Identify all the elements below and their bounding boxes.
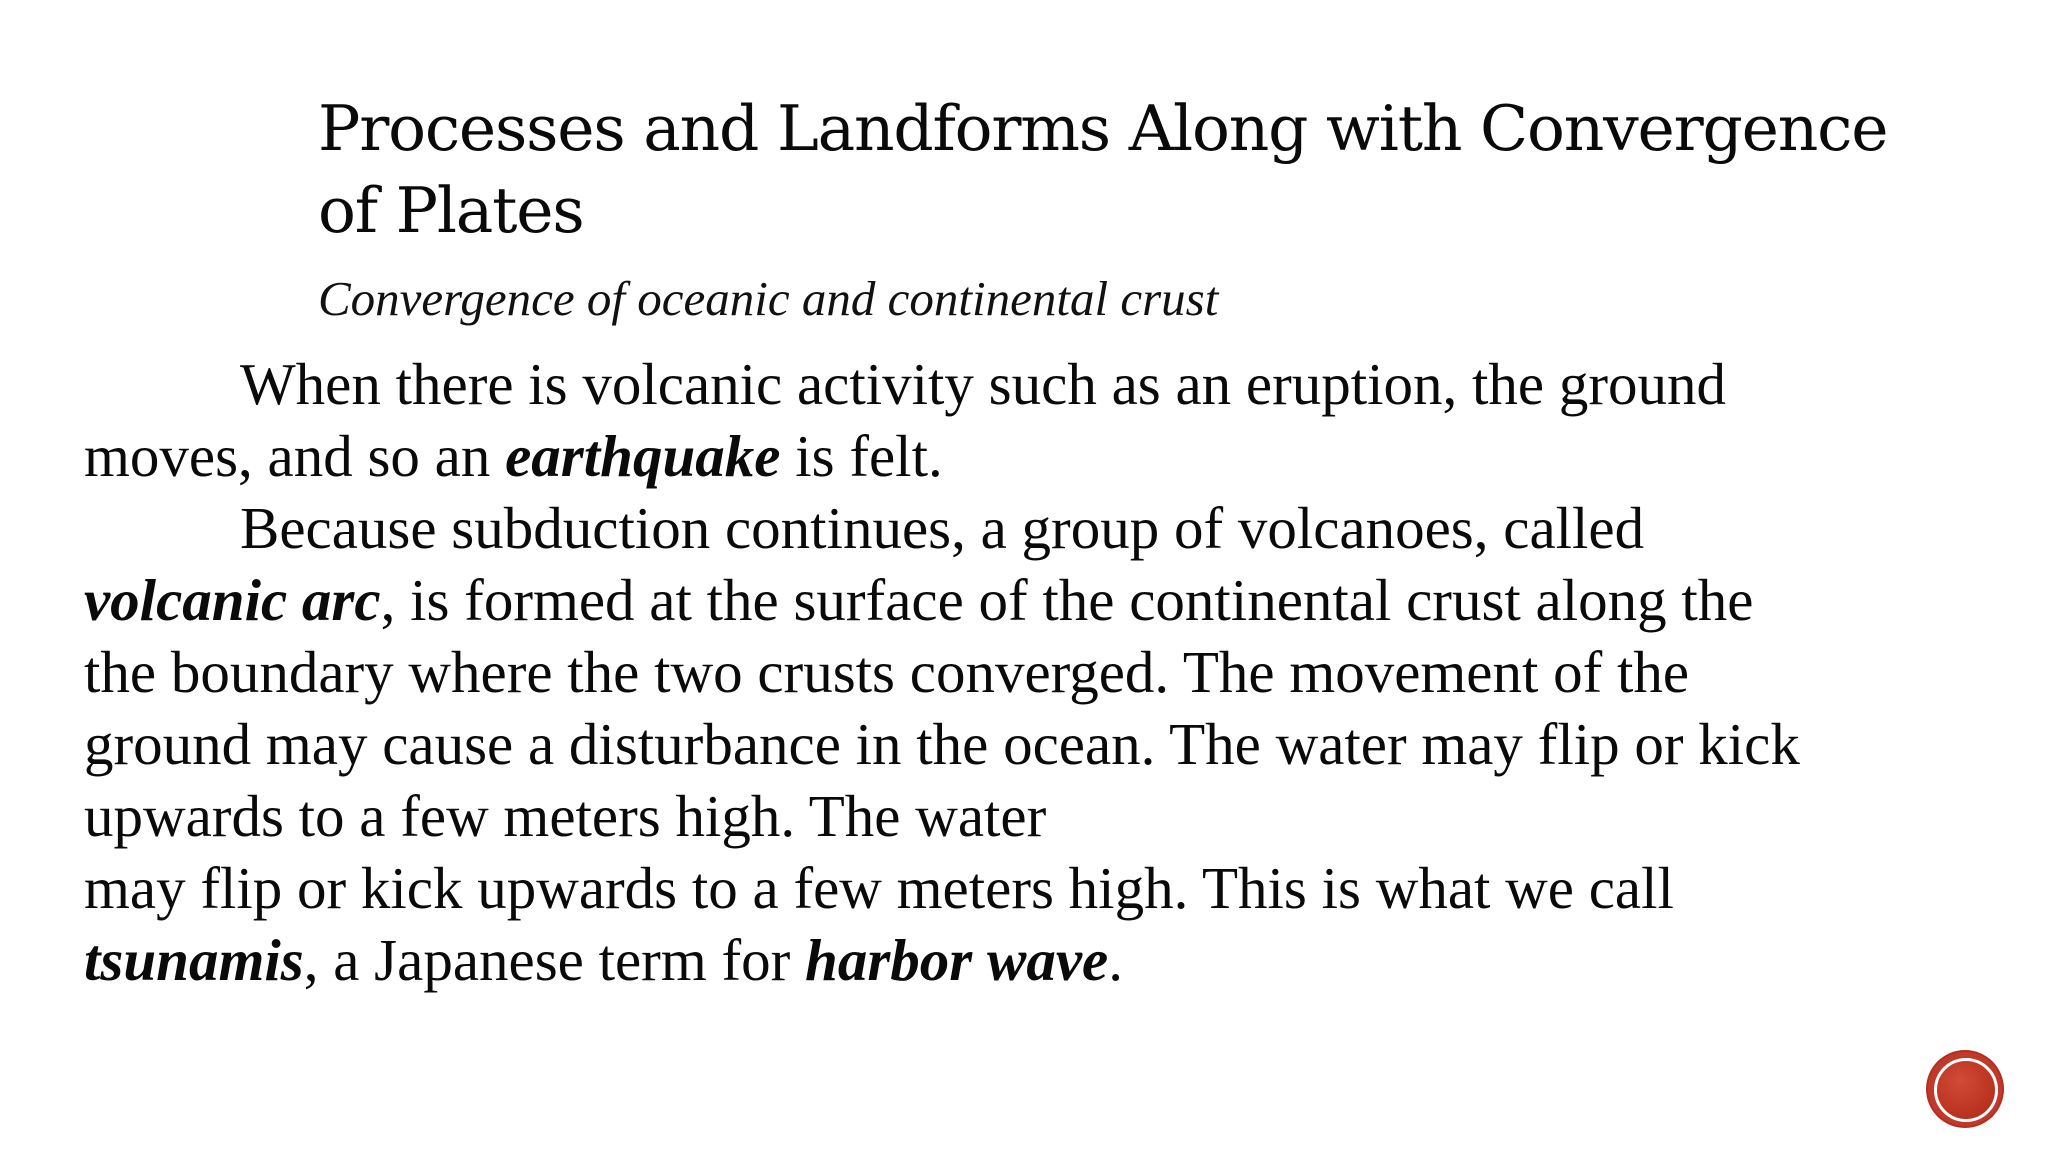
body-text: . — [1108, 927, 1123, 993]
body-text: , is formed at the surface of the continental crust along the — [380, 567, 1754, 633]
body-line — [84, 780, 2014, 852]
body-text: the boundary where the two crusts converged. The movement of the — [84, 639, 1690, 705]
body-line — [84, 924, 2014, 996]
slide-body — [84, 348, 2014, 996]
body-text: ground may cause a disturbance in the ocean. The water may flip or kick — [84, 711, 1800, 777]
body-line — [84, 492, 2014, 564]
term-volcanic-arc: volcanic arc — [84, 567, 381, 633]
body-line — [84, 708, 2014, 780]
body-line — [84, 852, 2014, 924]
slide-subtitle: Convergence of oceanic and continental crust — [318, 271, 1219, 326]
slide-nav-button[interactable] — [1928, 1052, 2002, 1126]
slide-title: Processes and Landforms Along with Convergence of Plates — [318, 92, 1888, 247]
body-text: upwards to a few meters high. The water — [84, 783, 1047, 849]
term-harbor-wave: harbor wave — [805, 927, 1109, 993]
body-text: , a Japanese term for — [303, 927, 806, 993]
body-line — [84, 420, 2014, 492]
term-earthquake: earthquake — [505, 423, 781, 489]
body-text: Because subduction continues, a group of volcanoes, called — [240, 495, 1645, 561]
body-line — [84, 636, 2014, 708]
body-line — [84, 348, 2014, 420]
body-text: When there is volcanic activity such as an eruption, the ground — [240, 351, 1727, 417]
term-tsunamis: tsunamis — [84, 927, 304, 993]
body-text: may flip or kick upwards to a few meters high. This is what we call — [84, 855, 1674, 921]
circle-nav-icon — [1934, 1058, 1998, 1122]
body-text: moves, and so an — [84, 423, 506, 489]
body-line — [84, 564, 2014, 636]
body-text: is felt. — [780, 423, 943, 489]
